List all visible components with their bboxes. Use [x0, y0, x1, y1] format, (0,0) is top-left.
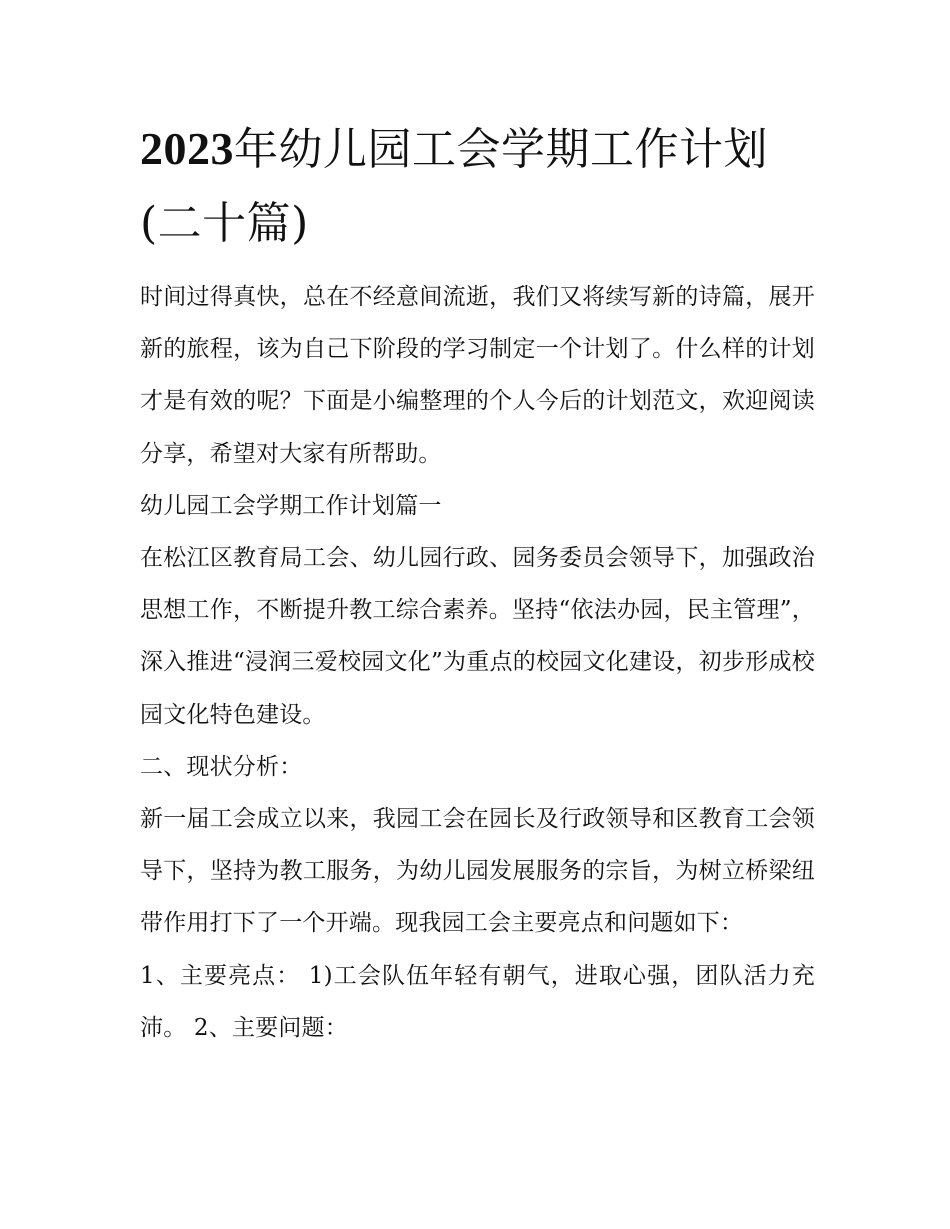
- section-heading-status-analysis: 二、现状分析：: [140, 753, 303, 780]
- document-title: [140, 112, 815, 261]
- title-text: 年幼儿园工会学期工作计划(二十篇): [140, 124, 768, 249]
- title-year: 2023: [140, 123, 234, 174]
- document-body: [140, 112, 815, 1054]
- guiding-ideology-paragraph: 在松江区教育局工会、幼儿园行政、园务委员会领导下，加强政治思想工作，不断提升教工综合素养。坚持“依法办园，民主管理”，深入推进“浸润三爱校园文化”为重点的校园文化建设，初步形成校园文化特色建设。: [140, 545, 815, 728]
- status-analysis-paragraph: 新一届工会成立以来，我园工会在园长及行政领导和区教育工会领导下，坚持为教工服务，为幼儿园发展服务的宗旨，为树立桥梁纽带作用打下了一个开端。现我园工会主要亮点和问题如下：: [140, 806, 815, 937]
- highlights-and-issues-paragraph: 1、主要亮点： 1)工会队伍年轻有朝气，进取心强，团队活力充沛。 2、主要问题：: [140, 962, 815, 1041]
- intro-paragraph: 时间过得真快，总在不经意间流逝，我们又将续写新的诗篇，展开新的旅程，该为自己下阶段的学习制定一个计划了。什么样的计划才是有效的呢？下面是小编整理的个人今后的计划范文，欢迎阅读分享，希望对大家有所帮助。: [140, 284, 815, 467]
- section-heading-plan-one: 幼儿园工会学期工作计划篇一: [140, 492, 442, 519]
